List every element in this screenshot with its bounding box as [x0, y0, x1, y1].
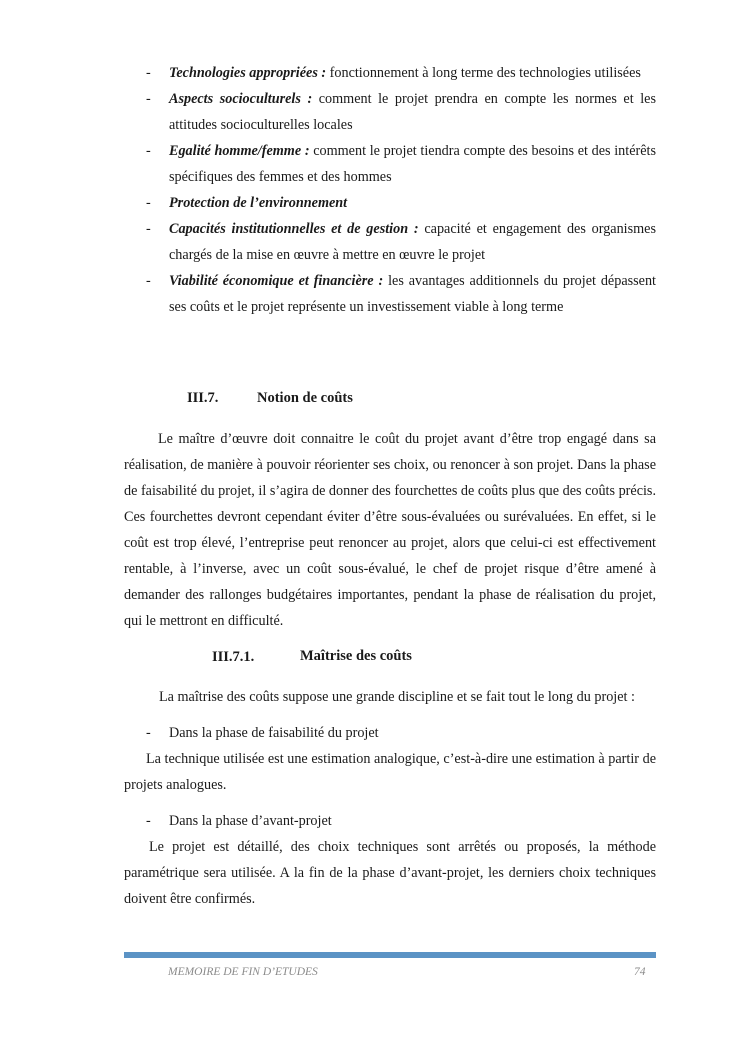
item-title: Viabilité économique et financière : — [169, 273, 384, 289]
paragraph-avant-projet: Le projet est détaillé, des choix techniques sont arrêtés ou proposés, la méthode paramétrique sera utilisée. A la fin de la phase d’avant-projet, les derniers choix techniques doivent être confirmés. — [124, 839, 656, 907]
page-number: 74 — [634, 966, 646, 978]
item-title: Aspects socioculturels : — [169, 91, 313, 107]
phase-item: - Dans la phase d’avant-projet — [146, 813, 332, 829]
item-text: comment le projet prendra en compte les normes et les attitudes socioculturelles locales — [169, 91, 656, 133]
phase-item: - Dans la phase de faisabilité du projet — [146, 725, 379, 741]
item-title: Egalité homme/femme : — [169, 143, 310, 159]
subsection-title: Maîtrise des coûts — [300, 648, 412, 664]
paragraph-faisabilite: La technique utilisée est une estimation analogique, c’est-à-dire une estimation à partir de projets analogues. — [124, 751, 656, 793]
paragraph-maitrise-intro: La maîtrise des coûts suppose une grande discipline et se fait tout le long du projet : — [159, 689, 635, 705]
footer-label: MEMOIRE DE FIN D’ETUDES — [168, 966, 318, 978]
section-number: III.7. — [187, 390, 219, 406]
item-title: Capacités institutionnelles et de gestion : — [169, 221, 419, 237]
criteria-list — [146, 60, 656, 320]
subsection-number: III.7.1. — [212, 649, 255, 665]
footer-rule — [124, 952, 656, 958]
item-text: les avantages additionnels du projet dépassent ses coûts et le projet représente un investissement viable à long terme — [169, 273, 656, 315]
section-title: Notion de coûts — [257, 390, 353, 406]
list-item: - Egalité homme/femme : comment le projet tiendra compte des besoins et des intérêts spécifiques des femmes et des hommes — [146, 143, 656, 185]
paragraph-notion-couts: Le maître d’œuvre doit connaitre le coût du projet avant d’être trop engagé dans sa réalisation, de manière à pouvoir réorienter ses choix, ou renoncer à son projet. Dans la phase de faisabilité du projet, il s’agira de donner des fourchettes de coûts plus que des coûts précis. Ces fourchettes devront cependant éviter d’être sous-évaluées ou surévaluées. En effet, si le coût est trop élevé, l’entreprise peut renoncer au projet, alors que celui-ci est effectivement rentable, à l’inverse, avec un coût sous-évalué, le chef de projet risque d’être amené à demander des rallonges budgétaires importantes, pendant la phase de réalisation du projet, qui le mettront en difficulté. — [124, 431, 656, 629]
list-item: - Viabilité économique et financière : les avantages additionnels du projet dépassent ses coûts et le projet représente un investissement viable à long terme — [146, 273, 656, 315]
item-title: Protection de l’environnement — [169, 195, 348, 211]
list-item: - Protection de l’environnement — [146, 195, 348, 211]
list-item: - Capacités institutionnelles et de gestion : capacité et engagement des organismes chargés de la mise en œuvre à mettre en œuvre le projet — [146, 221, 656, 263]
item-text: capacité et engagement des organismes chargés de la mise en œuvre à mettre en œuvre le projet — [169, 221, 656, 263]
item-text: fonctionnement à long terme des technologies utilisées — [326, 65, 641, 81]
item-title: Technologies appropriées : — [169, 65, 327, 81]
list-item: - Aspects socioculturels : comment le projet prendra en compte les normes et les attitudes socioculturelles locales — [146, 91, 656, 133]
list-item: - Technologies appropriées : fonctionnement à long terme des technologies utilisées — [146, 65, 641, 81]
item-text: comment le projet tiendra compte des besoins et des intérêts spécifiques des femmes et des hommes — [169, 143, 656, 185]
